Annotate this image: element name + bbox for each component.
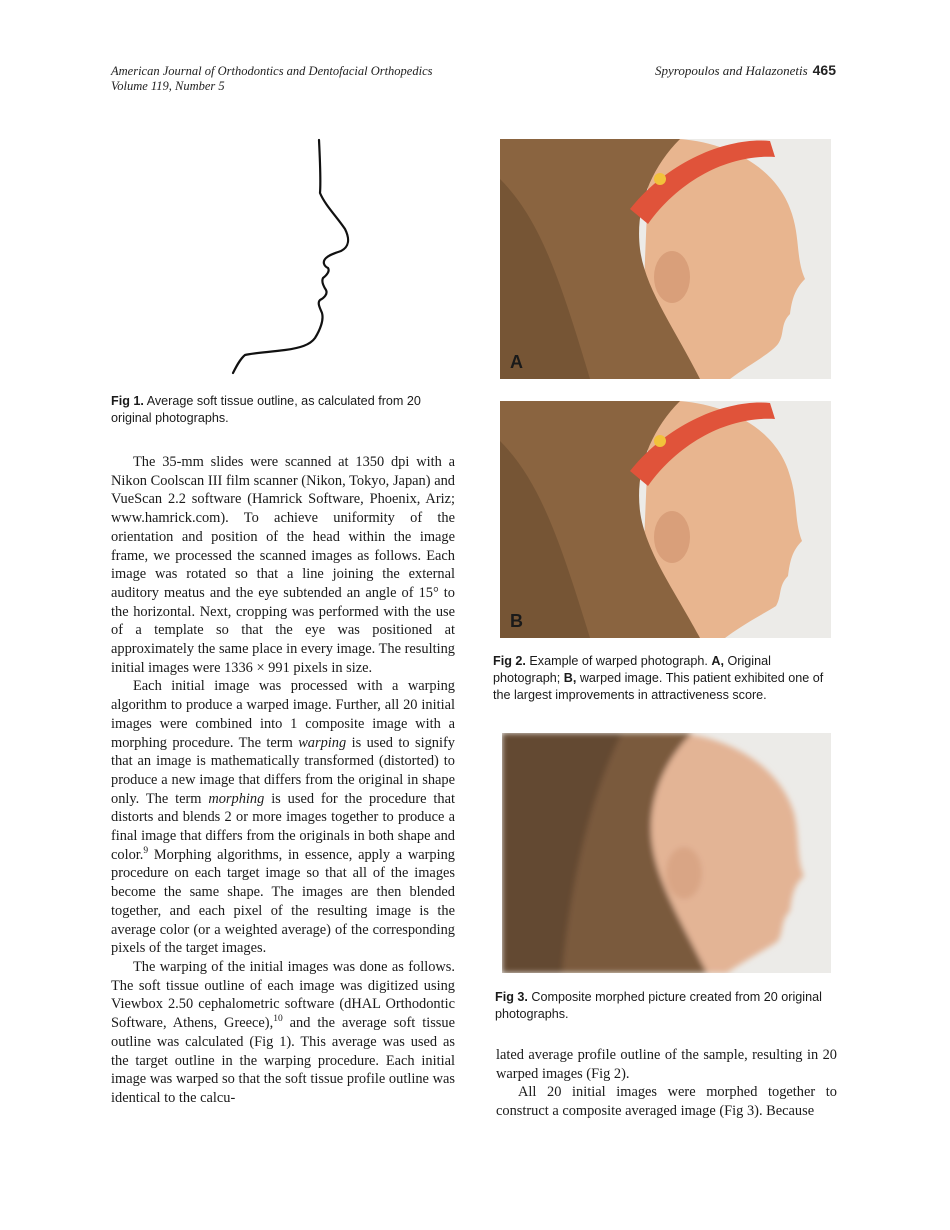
fig3-caption <box>495 989 839 1023</box>
author-names: Spyropoulos and Halazonetis <box>655 63 808 78</box>
right-column-text <box>496 1046 837 1121</box>
panel-label-b: B <box>510 611 523 631</box>
fig1-text: Average soft tissue outline, as calculated from 20 original photographs. <box>111 394 421 425</box>
left-paragraph-1: The 35-mm slides were scanned at 1350 dpi with a Nikon Coolscan III film scanner (Nikon, Tokyo, Japan) and VueScan 2.2 software (Hamrick Software, Phoenix, Ariz; www.hamrick.com). To achieve uniformity of the orientation and position of the head within the image frame, we processed the scanned images as follows. Each image was rotated so that a line joining the external auditory meatus and the eye subtended an angle of 15° to the horizontal. Next, cropping was performed with the use of a template so that the eye was positioned at approximately the same place in every image. The resulting initial images were 1336 × 991 pixels in size. <box>111 454 455 676</box>
left-paragraph-3: The warping of the initial images was done as follows. The soft tissue outline of each image was digitized using Viewbox 2.50 cephalometric software (dHAL Orthodontic Software, Athens, Greece),$^{10}$ and the average soft tissue outline was calculated (Fig 1). This average was used as the target outline in the warping procedure. Each initial image was warped so that the soft tissue profile outline was identical to the calcu- <box>111 958 455 1106</box>
fig3-text: Composite morphed picture created from 20 original photographs. <box>495 990 822 1021</box>
fig2-label: Fig 2. <box>493 654 526 668</box>
fig2-photo-warped <box>500 401 831 638</box>
soft-tissue-outline-figure <box>225 135 365 380</box>
page-number: 465 <box>812 62 836 78</box>
fig2-caption: Fig 2. Example of warped photograph. A, Original photograph; B, warped image. This patient exhibited one of the largest improvements in attractiveness score. <box>493 654 824 702</box>
running-header-journal <box>111 64 433 94</box>
fig1-label: Fig 1. <box>111 394 144 408</box>
right-paragraph-2: All 20 initial images were morphed together to construct a composite averaged image (Fig 3). Because <box>496 1084 837 1120</box>
fig2-photo-original <box>500 139 831 379</box>
fig1-caption <box>111 393 461 427</box>
profile-outline-path <box>233 140 348 373</box>
left-paragraph-2: Each initial image was processed with a warping algorithm to produce a warped image. Further, all 20 initial images were combined into 1 composite image with a morphing procedure. The term warping is used to signify that an image is mathematically transformed (distorted) to produce a new image that differs from the original in shape only. The term morphing is used for the procedure that distorts and blends 2 or more images together to produce a final image that differs from the originals in both shape and color.$^9$ Morphing algorithms, in essence, apply a warping procedure on each target image so that all of the images become the same shape. The images are then blended together, and each pixel of the resulting image is the average color (or a weighted average) of the corresponding pixels of the target images. <box>111 678 455 957</box>
right-paragraph-1: lated average profile outline of the sample, resulting in 20 warped images (Fig 2). <box>496 1047 837 1082</box>
journal-volume: Volume 119, Number 5 <box>111 79 225 93</box>
fig3-label: Fig 3. <box>495 990 528 1004</box>
fig3-photo-composite <box>502 733 831 973</box>
running-header-authors <box>655 62 836 79</box>
panel-label-a: A <box>510 352 523 372</box>
journal-name: American Journal of Orthodontics and Dentofacial Orthopedics <box>111 64 433 78</box>
left-column-text <box>111 453 455 1108</box>
